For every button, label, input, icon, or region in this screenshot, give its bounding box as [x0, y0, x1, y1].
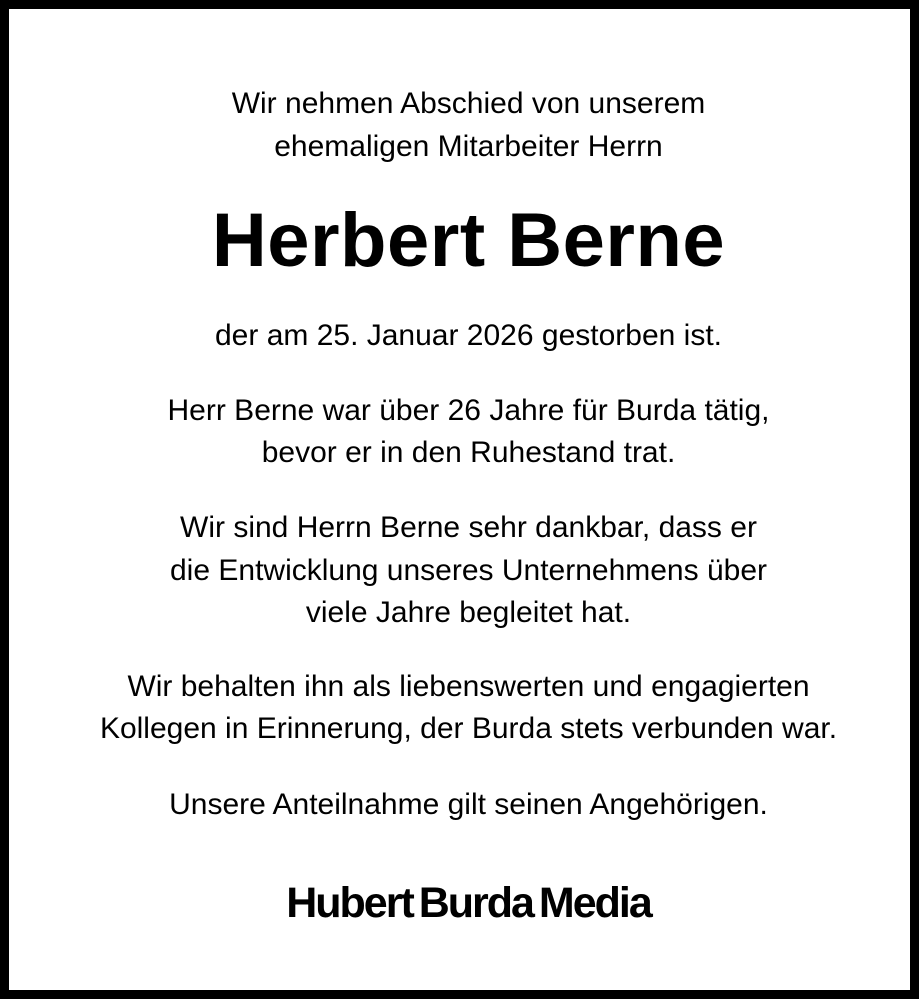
- memory-line-1: Wir behalten ihn als liebenswerten und engagierten: [127, 670, 810, 703]
- memory-line-2: Kollegen in Erinnerung, der Burda stets verbunden war.: [99, 712, 838, 745]
- gratitude-line-1: Wir sind Herrn Berne sehr dankbar, dass er: [180, 511, 757, 544]
- intro-line-1: Wir nehmen Abschied von unserem: [231, 87, 706, 120]
- tenure-line-1: Herr Berne war über 26 Jahre für Burda tätig,: [167, 394, 770, 427]
- tenure-line-2: bevor er in den Ruhestand trat.: [261, 436, 676, 469]
- company-logo: Hubert Burda Media: [286, 879, 651, 927]
- deceased-name: Herbert Berne: [211, 198, 726, 283]
- intro-line-2: ehemaligen Mitarbeiter Herrn: [274, 130, 663, 163]
- condolence-line: Unsere Anteilnahme gilt seinen Angehörigen.: [169, 788, 768, 821]
- gratitude-line-3: viele Jahre begleitet hat.: [305, 596, 632, 629]
- gratitude-line-2: die Entwicklung unseres Unternehmens über: [170, 554, 767, 587]
- date-of-death-line: der am 25. Januar 2026 gestorben ist.: [215, 319, 722, 352]
